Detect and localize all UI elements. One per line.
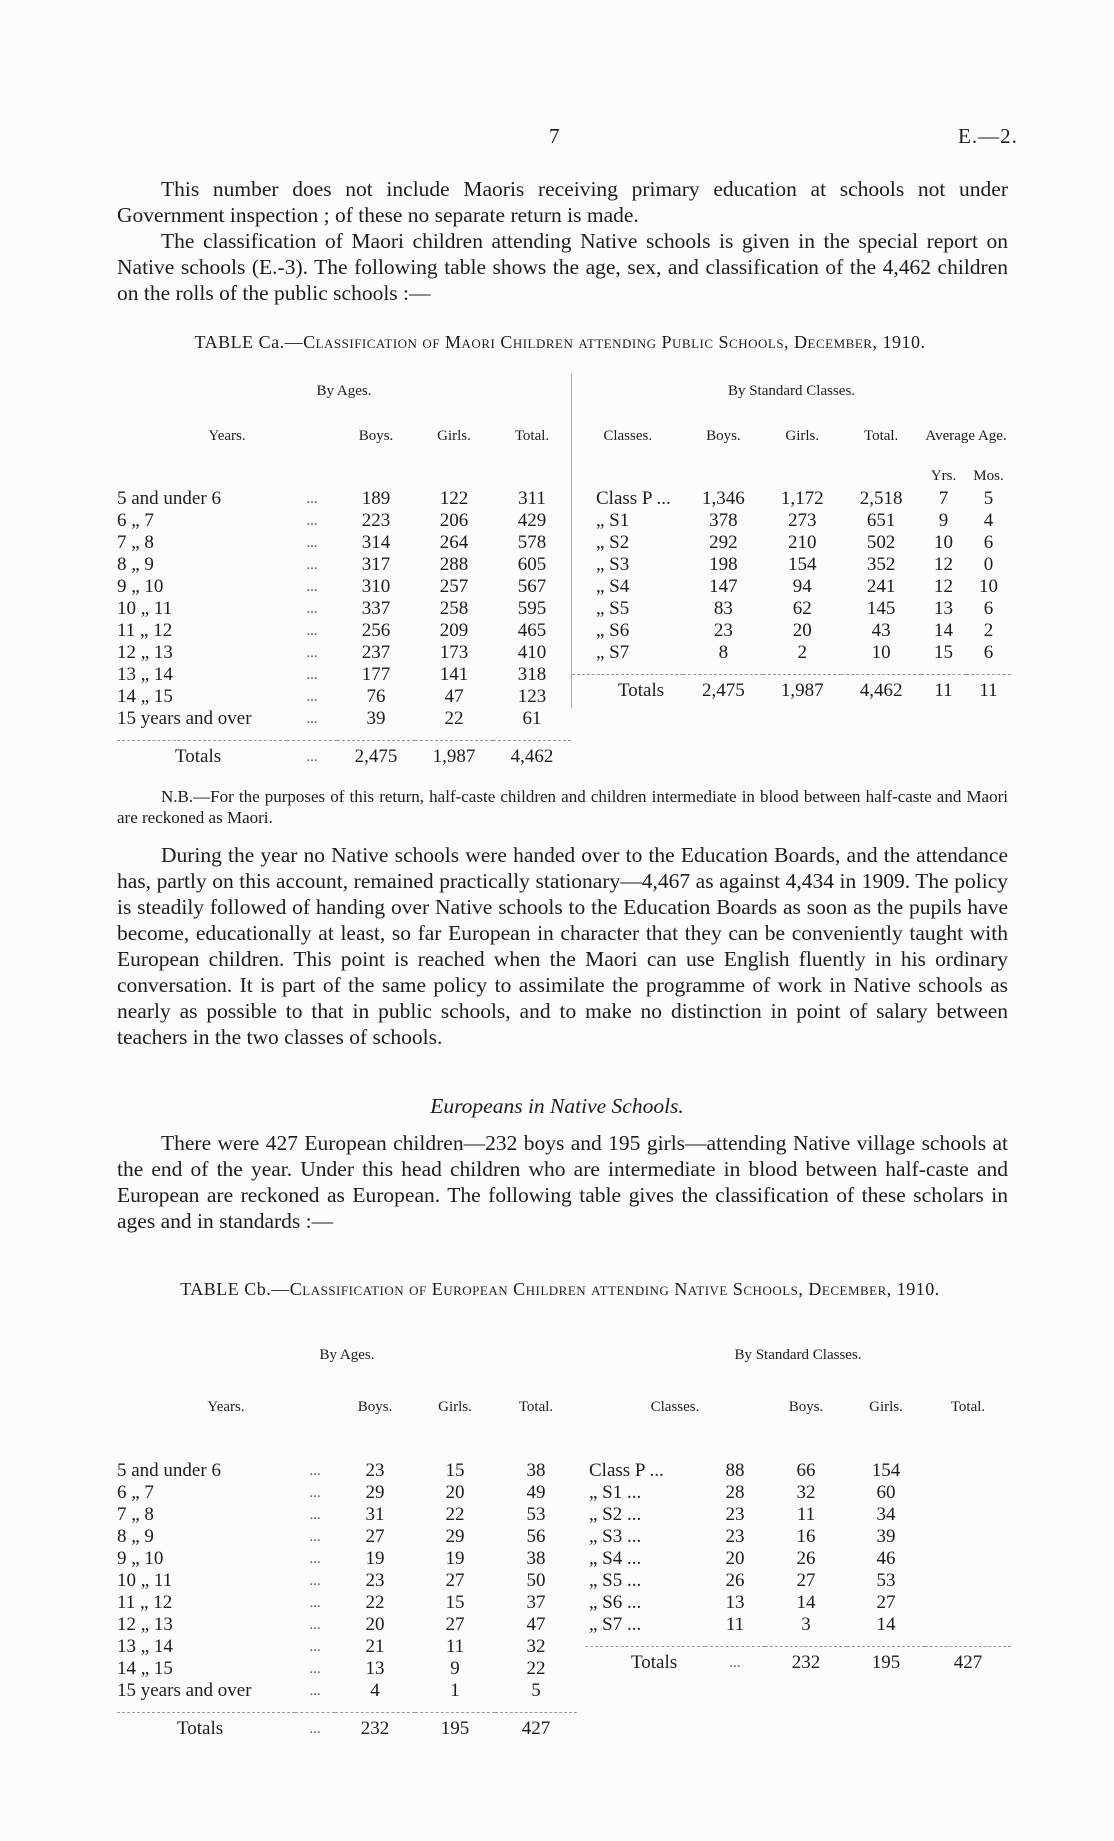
cell-total: 61 xyxy=(522,708,542,729)
cell-girls: 2 xyxy=(797,642,808,663)
dot-leader: ... xyxy=(705,1646,765,1680)
cell-boys: 23 xyxy=(365,1460,385,1481)
table-ca-standards xyxy=(571,374,1011,708)
cell-total: 429 xyxy=(517,510,547,531)
row-label: 8 „ 9 xyxy=(117,1526,154,1547)
cell-boys: 39 xyxy=(366,708,386,729)
col-header-girls: Girls. xyxy=(869,1398,903,1415)
cell-boys: 310 xyxy=(361,576,391,597)
cell-total: 311 xyxy=(518,488,546,509)
table-ca-caption xyxy=(100,332,1020,353)
cell-boys: 13 xyxy=(365,1658,385,1679)
cell-total: 56 xyxy=(526,1526,546,1547)
totals-row xyxy=(117,1712,577,1746)
table-row xyxy=(572,510,1012,532)
cell-mos: 10 xyxy=(979,576,998,597)
totals-girls: 1,987 xyxy=(763,674,841,708)
document-reference: E.—2. xyxy=(958,124,1018,148)
cell-total: 60 xyxy=(876,1482,896,1503)
cell-girls: 22 xyxy=(445,1504,465,1525)
cell-boys: 21 xyxy=(365,1636,385,1657)
cell-total: 39 xyxy=(876,1526,896,1547)
cell-boys: 223 xyxy=(361,510,391,531)
cell-boys: 19 xyxy=(365,1548,385,1569)
table-row xyxy=(117,686,571,708)
cell-girls: 62 xyxy=(792,598,812,619)
totals-boys: 232 xyxy=(335,1712,415,1746)
row-label: 13 „ 14 xyxy=(117,1636,173,1657)
row-label: „ S2 ... xyxy=(589,1504,642,1525)
table-row xyxy=(585,1570,1011,1592)
dot-leader: ... xyxy=(306,710,318,727)
cell-boys: 256 xyxy=(361,620,391,641)
cell-boys: 147 xyxy=(709,576,738,597)
cell-girls: 1 xyxy=(450,1680,460,1701)
table-row xyxy=(117,664,571,686)
col-header-boys: Boys. xyxy=(358,427,394,444)
cell-total: 46 xyxy=(876,1548,896,1569)
row-label: „ S4 xyxy=(596,576,630,597)
cell-total: 318 xyxy=(517,664,547,685)
totals-label: Totals xyxy=(117,1712,295,1746)
cell-boys: 337 xyxy=(361,598,391,619)
table-row xyxy=(117,1636,577,1658)
dot-leader: ... xyxy=(306,688,318,705)
table-cb-standards xyxy=(585,1338,1011,1680)
table-ca-caption-text: Classification of Maori Children attending Public Schools, December, 1910. xyxy=(303,332,926,352)
cell-girls: 16 xyxy=(796,1526,816,1547)
cell-yrs: 14 xyxy=(934,620,954,641)
cell-yrs: 10 xyxy=(934,532,954,553)
row-label: 5 and under 6 xyxy=(117,488,221,509)
cell-boys: 27 xyxy=(365,1526,385,1547)
table-row xyxy=(117,1658,577,1680)
cell-mos: 6 xyxy=(983,532,994,553)
cell-total: 154 xyxy=(871,1460,901,1481)
cell-boys: 317 xyxy=(361,554,391,575)
col-header-years: Years. xyxy=(208,427,246,444)
cell-total: 38 xyxy=(526,1460,546,1481)
cell-total: 145 xyxy=(866,598,896,619)
table-row xyxy=(585,1504,1011,1526)
cell-total: 50 xyxy=(526,1570,546,1591)
table-row xyxy=(117,598,571,620)
row-label: 7 „ 8 xyxy=(117,1504,154,1525)
cell-total: 578 xyxy=(517,532,547,553)
row-label: 10 „ 11 xyxy=(117,1570,173,1591)
row-label: 13 „ 14 xyxy=(117,664,173,685)
row-label: „ S3 ... xyxy=(589,1526,642,1547)
cell-girls: 47 xyxy=(444,686,464,707)
dot-leader: ... xyxy=(309,1462,321,1479)
row-label: „ S5 ... xyxy=(589,1570,642,1591)
cell-total: 5 xyxy=(531,1680,541,1701)
col-header-total: Total. xyxy=(863,427,899,444)
cell-mos: 6 xyxy=(983,642,994,663)
col-header-girls: Girls. xyxy=(438,1398,472,1415)
cell-yrs: 7 xyxy=(938,488,949,509)
dot-leader: ... xyxy=(309,1638,321,1655)
cell-total: 43 xyxy=(871,620,891,641)
col-header-classes: Classes. xyxy=(603,427,653,444)
row-label: 11 „ 12 xyxy=(117,620,173,641)
cell-total: 14 xyxy=(876,1614,896,1635)
table-row xyxy=(117,1570,577,1592)
dot-leader: ... xyxy=(309,1550,321,1567)
cell-mos: 4 xyxy=(983,510,994,531)
cell-total: 352 xyxy=(866,554,896,575)
cell-girls: 22 xyxy=(444,708,464,729)
totals-total: 427 xyxy=(495,1712,577,1746)
row-label: 15 years and over xyxy=(117,1680,252,1701)
cell-total: 605 xyxy=(517,554,547,575)
cell-girls: 19 xyxy=(445,1548,465,1569)
cell-boys: 22 xyxy=(365,1592,385,1613)
row-label: „ S2 xyxy=(596,532,630,553)
table-row xyxy=(572,488,1012,510)
cell-girls: 66 xyxy=(796,1460,816,1481)
cell-boys: 8 xyxy=(718,642,729,663)
cell-total: 22 xyxy=(526,1658,546,1679)
cell-total: 410 xyxy=(517,642,547,663)
section-heading: Europeans in Native Schools. xyxy=(430,1094,684,1118)
row-label: „ S1 ... xyxy=(589,1482,642,1503)
cell-total: 651 xyxy=(866,510,896,531)
cell-total: 37 xyxy=(526,1592,546,1613)
cell-total: 53 xyxy=(526,1504,546,1525)
table-cb-caption-prefix: TABLE Cb.— xyxy=(180,1279,290,1299)
group-header-ages: By Ages. xyxy=(319,1346,375,1363)
cell-girls: 20 xyxy=(445,1482,465,1503)
cell-yrs: 12 xyxy=(934,554,954,575)
cell-girls: 11 xyxy=(796,1504,816,1525)
totals-mos: 11 xyxy=(966,674,1011,708)
group-header-standards: By Standard Classes. xyxy=(727,382,856,399)
cell-girls: 141 xyxy=(439,664,469,685)
paragraph-2: The classification of Maori children attending Native schools is given in the special report on Native schools (E.-3). The following table shows the age, sex, and classification of the 4,462 children on the rolls of the public schools :— xyxy=(117,229,1008,305)
cell-boys: 189 xyxy=(361,488,391,509)
dot-leader: ... xyxy=(306,512,318,529)
cell-girls: 15 xyxy=(445,1460,465,1481)
table-row xyxy=(572,598,1012,620)
table-row xyxy=(117,1526,577,1548)
cell-girls: 210 xyxy=(788,532,817,553)
cell-boys: 314 xyxy=(361,532,391,553)
cell-girls: 15 xyxy=(445,1592,465,1613)
row-label: 9 „ 10 xyxy=(117,576,164,597)
totals-total: 427 xyxy=(925,1646,1011,1680)
table-row xyxy=(117,620,571,642)
cell-total: 241 xyxy=(866,576,896,597)
col-header-boys: Boys. xyxy=(357,1398,393,1415)
table-cb-ages xyxy=(117,1338,577,1746)
table-row xyxy=(572,532,1012,554)
table-row xyxy=(117,1614,577,1636)
cell-yrs: 13 xyxy=(934,598,954,619)
row-label: 14 „ 15 xyxy=(117,1658,173,1679)
cell-girls: 27 xyxy=(445,1570,465,1591)
table-row xyxy=(117,1680,577,1702)
paragraph-1: This number does not include Maoris receiving primary education at schools not under Government inspection ; of these no separate return is made. xyxy=(117,177,1008,227)
row-label: 6 „ 7 xyxy=(117,1482,154,1503)
cell-girls: 20 xyxy=(792,620,812,641)
cell-total: 502 xyxy=(866,532,896,553)
cell-girls: 258 xyxy=(439,598,469,619)
cell-boys: 378 xyxy=(709,510,738,531)
cell-yrs: 15 xyxy=(934,642,954,663)
row-label: 7 „ 8 xyxy=(117,532,154,553)
table-row xyxy=(117,1460,577,1482)
table-row xyxy=(585,1548,1011,1570)
totals-girls: 195 xyxy=(847,1646,925,1680)
cell-boys: 11 xyxy=(725,1614,745,1635)
cell-girls: 94 xyxy=(792,576,812,597)
dot-leader: ... xyxy=(309,1484,321,1501)
table-ca-caption-prefix: TABLE Ca.— xyxy=(194,332,304,352)
dot-leader: ... xyxy=(309,1528,321,1545)
cell-girls: 209 xyxy=(439,620,469,641)
dot-leader: ... xyxy=(306,556,318,573)
col-header-girls: Girls. xyxy=(437,427,471,444)
cell-boys: 31 xyxy=(365,1504,385,1525)
table-row xyxy=(117,510,571,532)
cell-girls: 9 xyxy=(450,1658,460,1679)
cell-girls: 29 xyxy=(445,1526,465,1547)
col-header-boys: Boys. xyxy=(788,1398,824,1415)
cell-boys: 237 xyxy=(361,642,391,663)
cell-boys: 13 xyxy=(725,1592,745,1613)
cell-total: 53 xyxy=(876,1570,896,1591)
cell-boys: 76 xyxy=(366,686,386,707)
cell-girls: 257 xyxy=(439,576,469,597)
row-label: 12 „ 13 xyxy=(117,642,173,663)
col-header-total: Total. xyxy=(514,427,550,444)
cell-mos: 5 xyxy=(983,488,994,509)
cell-boys: 23 xyxy=(725,1504,745,1525)
totals-label: Totals xyxy=(585,1646,705,1680)
totals-total: 4,462 xyxy=(841,674,921,708)
cell-total: 47 xyxy=(526,1614,546,1635)
cell-boys: 20 xyxy=(365,1614,385,1635)
cell-girls: 3 xyxy=(801,1614,811,1635)
totals-yrs: 11 xyxy=(921,674,966,708)
dot-leader: ... xyxy=(309,1506,321,1523)
cell-boys: 177 xyxy=(361,664,391,685)
totals-boys: 232 xyxy=(765,1646,847,1680)
cell-girls: 27 xyxy=(445,1614,465,1635)
cell-yrs: 12 xyxy=(934,576,954,597)
cell-boys: 4 xyxy=(370,1680,380,1701)
cell-girls: 173 xyxy=(439,642,469,663)
table-ca-ages xyxy=(117,374,571,774)
dot-leader: ... xyxy=(309,1572,321,1589)
table-row xyxy=(117,708,571,730)
dot-leader: ... xyxy=(306,622,318,639)
cell-boys: 83 xyxy=(713,598,733,619)
row-label: Class P ... xyxy=(589,1460,664,1481)
dot-leader: ... xyxy=(295,1712,335,1746)
cell-girls: 27 xyxy=(796,1570,816,1591)
dot-leader: ... xyxy=(309,1682,321,1699)
totals-label: Totals xyxy=(117,740,287,774)
sub-header-yrs: Yrs. xyxy=(930,467,957,484)
table-row xyxy=(117,1504,577,1526)
row-label: 14 „ 15 xyxy=(117,686,173,707)
cell-mos: 2 xyxy=(983,620,994,641)
dot-leader: ... xyxy=(309,1594,321,1611)
table-row xyxy=(117,532,571,554)
cell-total: 38 xyxy=(526,1548,546,1569)
col-header-total: Total. xyxy=(950,1398,986,1415)
cell-total: 567 xyxy=(517,576,547,597)
table-cb-caption xyxy=(100,1278,1020,1300)
table-row xyxy=(585,1482,1011,1504)
table-row xyxy=(117,1482,577,1504)
dot-leader: ... xyxy=(306,666,318,683)
table-row xyxy=(572,554,1012,576)
row-label: „ S7 ... xyxy=(589,1614,642,1635)
cell-girls: 1,172 xyxy=(780,488,824,509)
table-row xyxy=(585,1526,1011,1548)
totals-row xyxy=(572,674,1012,708)
cell-boys: 88 xyxy=(725,1460,745,1481)
cell-girls: 26 xyxy=(796,1548,816,1569)
table-row xyxy=(117,1592,577,1614)
paragraph-4: There were 427 European children—232 boys and 195 girls—attending Native village schools at the end of the year. Under this head children who are intermediate in blood between half-caste and European are reckoned as European. The following table gives the classification of these scholars in ages and in standards :— xyxy=(117,1131,1008,1233)
table-row xyxy=(572,576,1012,598)
row-label: 5 and under 6 xyxy=(117,1460,221,1481)
totals-boys: 2,475 xyxy=(337,740,415,774)
cell-girls: 11 xyxy=(445,1636,465,1657)
row-label: „ S5 xyxy=(596,598,630,619)
col-header-average-age: Average Age. xyxy=(925,428,1007,444)
cell-total: 465 xyxy=(517,620,547,641)
totals-girls: 195 xyxy=(415,1712,495,1746)
cell-boys: 23 xyxy=(713,620,733,641)
row-label: 15 years and over xyxy=(117,708,252,729)
group-header-standards: By Standard Classes. xyxy=(734,1346,862,1363)
cell-total: 27 xyxy=(876,1592,896,1613)
cell-girls: 122 xyxy=(439,488,469,509)
cell-mos: 0 xyxy=(983,554,994,575)
cell-total: 32 xyxy=(526,1636,546,1657)
page-number: 7 xyxy=(549,124,560,148)
col-header-girls: Girls. xyxy=(785,427,820,444)
cell-total: 10 xyxy=(871,642,891,663)
paragraph-3: During the year no Native schools were handed over to the Education Boards, and the attendance has, partly on this account, remained practically stationary—4,467 as against 4,434 in 1909. The policy is steadily followed of handing over Native schools to the Education Boards as soon as the pupils have become, educationally at least, so far European in character that they can be conveniently taught with European children. This point is reached when the Maori can use English fluently in his ordinary conversation. It is part of the same policy to assimilate the programme of work in Native schools as nearly as possible to that in public schools, and to make no distinction in point of salary between teachers in the two classes of schools. xyxy=(117,843,1008,1049)
table-row xyxy=(117,576,571,598)
cell-boys: 23 xyxy=(725,1526,745,1547)
cell-mos: 6 xyxy=(983,598,994,619)
row-label: 8 „ 9 xyxy=(117,554,154,575)
cell-yrs: 9 xyxy=(938,510,949,531)
table-cb-caption-text: Classification of European Children attending Native Schools, December, 1910. xyxy=(289,1279,940,1299)
table-row xyxy=(585,1614,1011,1636)
totals-row xyxy=(585,1646,1011,1680)
row-label: Class P ... xyxy=(596,488,671,509)
cell-total: 2,518 xyxy=(859,488,903,509)
nb-note: N.B.—For the purposes of this return, half-caste children and children intermediate in blood between half-caste and Maori are reckoned as Maori. xyxy=(117,787,1008,827)
cell-boys: 292 xyxy=(709,532,738,553)
row-label: 6 „ 7 xyxy=(117,510,154,531)
row-label: „ S6 ... xyxy=(589,1592,642,1613)
cell-girls: 154 xyxy=(788,554,817,575)
row-label: „ S7 xyxy=(596,642,630,663)
totals-total: 4,462 xyxy=(493,740,571,774)
cell-girls: 264 xyxy=(439,532,469,553)
row-label: „ S4 ... xyxy=(589,1548,642,1569)
cell-total: 123 xyxy=(517,686,547,707)
table-row xyxy=(117,1548,577,1570)
cell-boys: 26 xyxy=(725,1570,745,1591)
totals-row xyxy=(117,740,571,774)
table-row xyxy=(117,488,571,510)
table-row xyxy=(585,1592,1011,1614)
cell-girls: 273 xyxy=(788,510,817,531)
col-header-years: Years. xyxy=(207,1398,245,1415)
col-header-boys: Boys. xyxy=(706,427,741,444)
cell-boys: 198 xyxy=(709,554,738,575)
totals-label: Totals xyxy=(572,674,684,708)
row-label: 10 „ 11 xyxy=(117,598,173,619)
dot-leader: ... xyxy=(309,1660,321,1677)
dot-leader: ... xyxy=(287,740,337,774)
dot-leader: ... xyxy=(306,490,318,507)
cell-boys: 1,346 xyxy=(702,488,745,509)
dot-leader: ... xyxy=(306,600,318,617)
cell-girls: 14 xyxy=(796,1592,816,1613)
cell-total: 595 xyxy=(517,598,547,619)
table-row xyxy=(572,642,1012,664)
row-label: „ S6 xyxy=(596,620,630,641)
sub-header-mos: Mos. xyxy=(973,467,1004,484)
row-label: „ S1 xyxy=(596,510,630,531)
dot-leader: ... xyxy=(309,1616,321,1633)
table-row xyxy=(572,620,1012,642)
cell-boys: 20 xyxy=(725,1548,745,1569)
cell-girls: 32 xyxy=(796,1482,816,1503)
cell-girls: 206 xyxy=(439,510,469,531)
row-label: 12 „ 13 xyxy=(117,1614,173,1635)
cell-total: 49 xyxy=(526,1482,546,1503)
row-label: 11 „ 12 xyxy=(117,1592,173,1613)
dot-leader: ... xyxy=(306,578,318,595)
cell-girls: 288 xyxy=(439,554,469,575)
col-header-classes: Classes. xyxy=(650,1398,700,1415)
cell-boys: 23 xyxy=(365,1570,385,1591)
dot-leader: ... xyxy=(306,534,318,551)
totals-boys: 2,475 xyxy=(683,674,763,708)
cell-boys: 28 xyxy=(725,1482,745,1503)
table-row xyxy=(117,642,571,664)
dot-leader: ... xyxy=(306,644,318,661)
cell-boys: 29 xyxy=(365,1482,385,1503)
cell-total: 34 xyxy=(876,1504,896,1525)
table-row xyxy=(117,554,571,576)
table-row xyxy=(585,1460,1011,1482)
col-header-total: Total. xyxy=(518,1398,554,1415)
group-header-ages: By Ages. xyxy=(316,382,372,399)
row-label: „ S3 xyxy=(596,554,630,575)
totals-girls: 1,987 xyxy=(415,740,493,774)
row-label: 9 „ 10 xyxy=(117,1548,164,1569)
